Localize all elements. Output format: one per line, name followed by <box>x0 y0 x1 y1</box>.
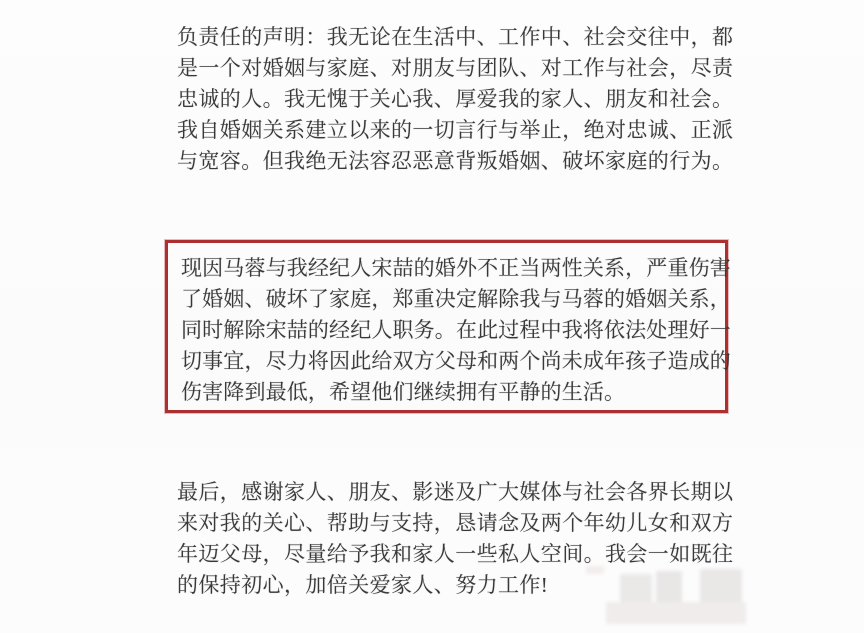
statement-line: 来对我的关心、帮助与支持，恳请念及两个年幼儿女和双方 <box>177 511 734 535</box>
statement-line: 最后，感谢家人、朋友、影迷及广大媒体与社会各界长期以 <box>177 480 734 504</box>
statement-line: 了婚姻、破坏了家庭，郑重决定解除我与马蓉的婚姻关系， <box>181 287 731 311</box>
watermark-fragment <box>606 602 746 624</box>
statement-line: 是一个对婚姻与家庭、对朋友与团队、对工作与社会，尽责 <box>177 56 734 80</box>
paragraph-closing <box>177 477 733 601</box>
statement-line: 同时解除宋喆的经纪人职务。在此过程中我将依法处理好一 <box>181 318 731 342</box>
statement-line: 年迈父母，尽量给予我和家人一些私人空间。我会一如既往 <box>177 542 734 566</box>
statement-line: 切事宜，尽力将因此给双方父母和两个尚未成年孩子造成的 <box>181 349 731 373</box>
statement-line: 现因马蓉与我经纪人宋喆的婚外不正当两性关系，严重伤害 <box>181 256 731 280</box>
statement-line: 忠诚的人。我无愧于关心我、厚爱我的家人、朋友和社会。 <box>177 87 734 111</box>
paragraph-opening <box>177 22 733 177</box>
highlight-box <box>165 240 731 413</box>
statement-line: 与宽容。但我绝无法容忍恶意背叛婚姻、破坏家庭的行为。 <box>177 149 734 173</box>
statement-line: 的保持初心，加倍关爱家人、努力工作! <box>177 573 549 597</box>
statement-line: 伤害降到最低，希望他们继续拥有平静的生活。 <box>181 380 626 404</box>
statement-line: 负责任的声明：我无论在生活中、工作中、社会交往中，都 <box>177 25 734 49</box>
statement-line: 我自婚姻关系建立以来的一切言行与举止，绝对忠诚、正派 <box>177 118 734 142</box>
